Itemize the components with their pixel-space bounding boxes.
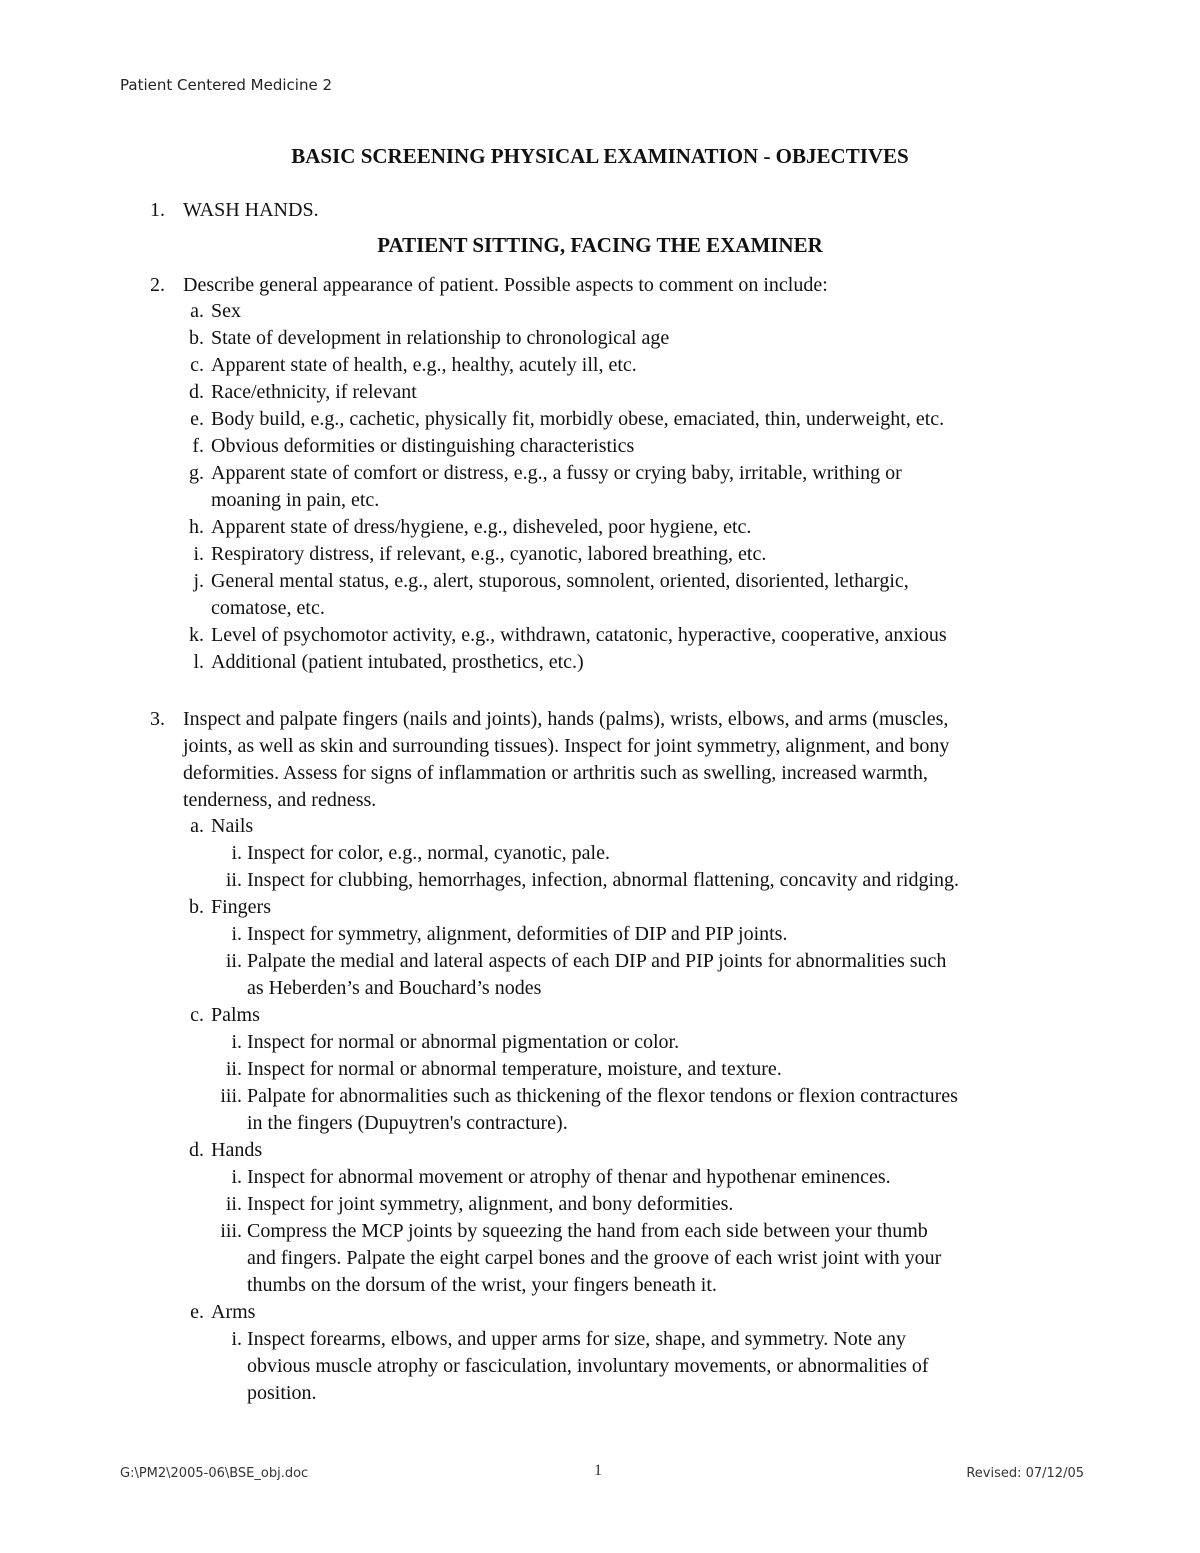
sub-sub-item-text: in the fingers (Dupuytren's contracture). <box>247 1112 568 1134</box>
sub-sub-item-label: i. <box>231 923 242 945</box>
item-number: 2. <box>150 274 165 296</box>
sub-item-label: d. <box>189 381 204 403</box>
sub-item-label: a. <box>190 815 204 837</box>
sub-item-text: Palms <box>211 1004 260 1026</box>
sub-item-text: Obvious deformities or distinguishing characteristics <box>211 435 635 457</box>
sub-item-text: moaning in pain, etc. <box>211 489 380 511</box>
sub-sub-item-text: Inspect for abnormal movement or atrophy of thenar and hypothenar eminences. <box>247 1166 891 1188</box>
document-title: BASIC SCREENING PHYSICAL EXAMINATION - OBJECTIVES <box>291 144 909 168</box>
item-number: 3. <box>150 708 165 730</box>
sub-sub-item-label: i. <box>231 1031 242 1053</box>
sub-sub-item-text: Inspect forearms, elbows, and upper arms for size, shape, and symmetry. Note any <box>247 1328 907 1350</box>
sub-item-label: g. <box>189 462 204 484</box>
sub-sub-item-text: Inspect for symmetry, alignment, deformities of DIP and PIP joints. <box>247 923 788 945</box>
sub-item-text: Race/ethnicity, if relevant <box>211 381 417 403</box>
footer-revised-date: Revised: 07/12/05 <box>966 1466 1084 1481</box>
sub-sub-item-text: position. <box>247 1382 317 1404</box>
item-text: WASH HANDS. <box>183 199 319 221</box>
sub-item-text: Nails <box>211 815 254 837</box>
footer-file-path: G:\PM2\2005-06\BSE_obj.doc <box>120 1466 309 1481</box>
item-text: Describe general appearance of patient. Possible aspects to comment on include: <box>183 274 828 296</box>
sub-item-text: Fingers <box>211 896 271 918</box>
sub-item-label: b. <box>189 327 204 349</box>
sub-sub-item-label: i. <box>231 842 242 864</box>
sub-sub-item-text: Inspect for clubbing, hemorrhages, infection, abnormal flattening, concavity and ridging. <box>247 869 960 891</box>
sub-item-text: Apparent state of health, e.g., healthy, acutely ill, etc. <box>211 354 637 376</box>
sub-sub-item-label: iii. <box>220 1085 242 1107</box>
item-text: deformities. Assess for signs of inflammation or arthritis such as swelling, increased warmth, <box>183 762 928 784</box>
sub-sub-item-label: ii. <box>225 950 242 972</box>
sub-item-text: Additional (patient intubated, prosthetics, etc.) <box>211 651 584 673</box>
sub-item-label: a. <box>190 300 204 322</box>
sub-item-label: i. <box>193 543 204 565</box>
sub-sub-item-label: i. <box>231 1166 242 1188</box>
sub-item-text: Body build, e.g., cachetic, physically fit, morbidly obese, emaciated, thin, underweight, etc. <box>211 408 945 430</box>
sub-sub-item-label: i. <box>231 1328 242 1350</box>
sub-sub-item-text: thumbs on the dorsum of the wrist, your fingers beneath it. <box>247 1274 717 1296</box>
sub-item-text: comatose, etc. <box>211 597 325 619</box>
sub-item-label: j. <box>193 570 204 592</box>
item-text: tenderness, and redness. <box>183 789 377 811</box>
footer-page-number: 1 <box>594 1462 602 1479</box>
sub-item-label: k. <box>189 624 204 646</box>
sub-sub-item-text: and fingers. Palpate the eight carpel bones and the groove of each wrist joint with your <box>247 1247 942 1269</box>
running-header: Patient Centered Medicine 2 <box>120 76 332 94</box>
sub-item-text: State of development in relationship to chronological age <box>211 327 670 349</box>
sub-item-text: Sex <box>211 300 241 322</box>
sub-item-text: Level of psychomotor activity, e.g., withdrawn, catatonic, hyperactive, cooperative, anxious <box>211 624 947 646</box>
sub-item-text: Apparent state of dress/hygiene, e.g., disheveled, poor hygiene, etc. <box>211 516 752 538</box>
sub-item-text: Apparent state of comfort or distress, e.g., a fussy or crying baby, irritable, writhing or <box>211 462 902 484</box>
sub-sub-item-text: Inspect for joint symmetry, alignment, and bony deformities. <box>247 1193 734 1215</box>
sub-item-label: d. <box>189 1139 204 1161</box>
sub-sub-item-text: obvious muscle atrophy or fasciculation, involuntary movements, or abnormalities of <box>247 1355 929 1377</box>
sub-sub-item-label: ii. <box>225 869 242 891</box>
sub-item-label: e. <box>190 1301 204 1323</box>
sub-item-text: Arms <box>211 1301 256 1323</box>
item-text: Inspect and palpate fingers (nails and joints), hands (palms), wrists, elbows, and arms (muscles, <box>183 708 949 730</box>
sub-item-text: Respiratory distress, if relevant, e.g., cyanotic, labored breathing, etc. <box>211 543 767 565</box>
item-number: 1. <box>150 199 165 221</box>
sub-item-label: c. <box>190 1004 204 1026</box>
sub-sub-item-text: Compress the MCP joints by squeezing the hand from each side between your thumb <box>247 1220 928 1242</box>
sub-sub-item-text: as Heberden’s and Bouchard’s nodes <box>247 977 542 999</box>
sub-sub-item-text: Inspect for normal or abnormal pigmentation or color. <box>247 1031 680 1053</box>
section-subheading: PATIENT SITTING, FACING THE EXAMINER <box>377 233 823 257</box>
sub-sub-item-text: Inspect for color, e.g., normal, cyanotic, pale. <box>247 842 610 864</box>
sub-sub-item-label: ii. <box>225 1058 242 1080</box>
sub-item-label: h. <box>189 516 204 538</box>
sub-item-label: b. <box>189 896 204 918</box>
sub-sub-item-text: Palpate the medial and lateral aspects of each DIP and PIP joints for abnormalities such <box>247 950 947 972</box>
sub-sub-item-text: Inspect for normal or abnormal temperature, moisture, and texture. <box>247 1058 782 1080</box>
sub-item-label: f. <box>192 435 204 457</box>
sub-sub-item-text: Palpate for abnormalities such as thickening of the flexor tendons or flexion contractures <box>247 1085 958 1107</box>
sub-item-text: General mental status, e.g., alert, stuporous, somnolent, oriented, disoriented, lethargic, <box>211 570 909 592</box>
sub-item-label: c. <box>190 354 204 376</box>
sub-sub-item-label: iii. <box>220 1220 242 1242</box>
sub-sub-item-label: ii. <box>225 1193 242 1215</box>
sub-item-label: l. <box>193 651 204 673</box>
item-text: joints, as well as skin and surrounding tissues). Inspect for joint symmetry, alignment, and bony <box>183 735 950 757</box>
sub-item-label: e. <box>190 408 204 430</box>
sub-item-text: Hands <box>211 1139 263 1161</box>
